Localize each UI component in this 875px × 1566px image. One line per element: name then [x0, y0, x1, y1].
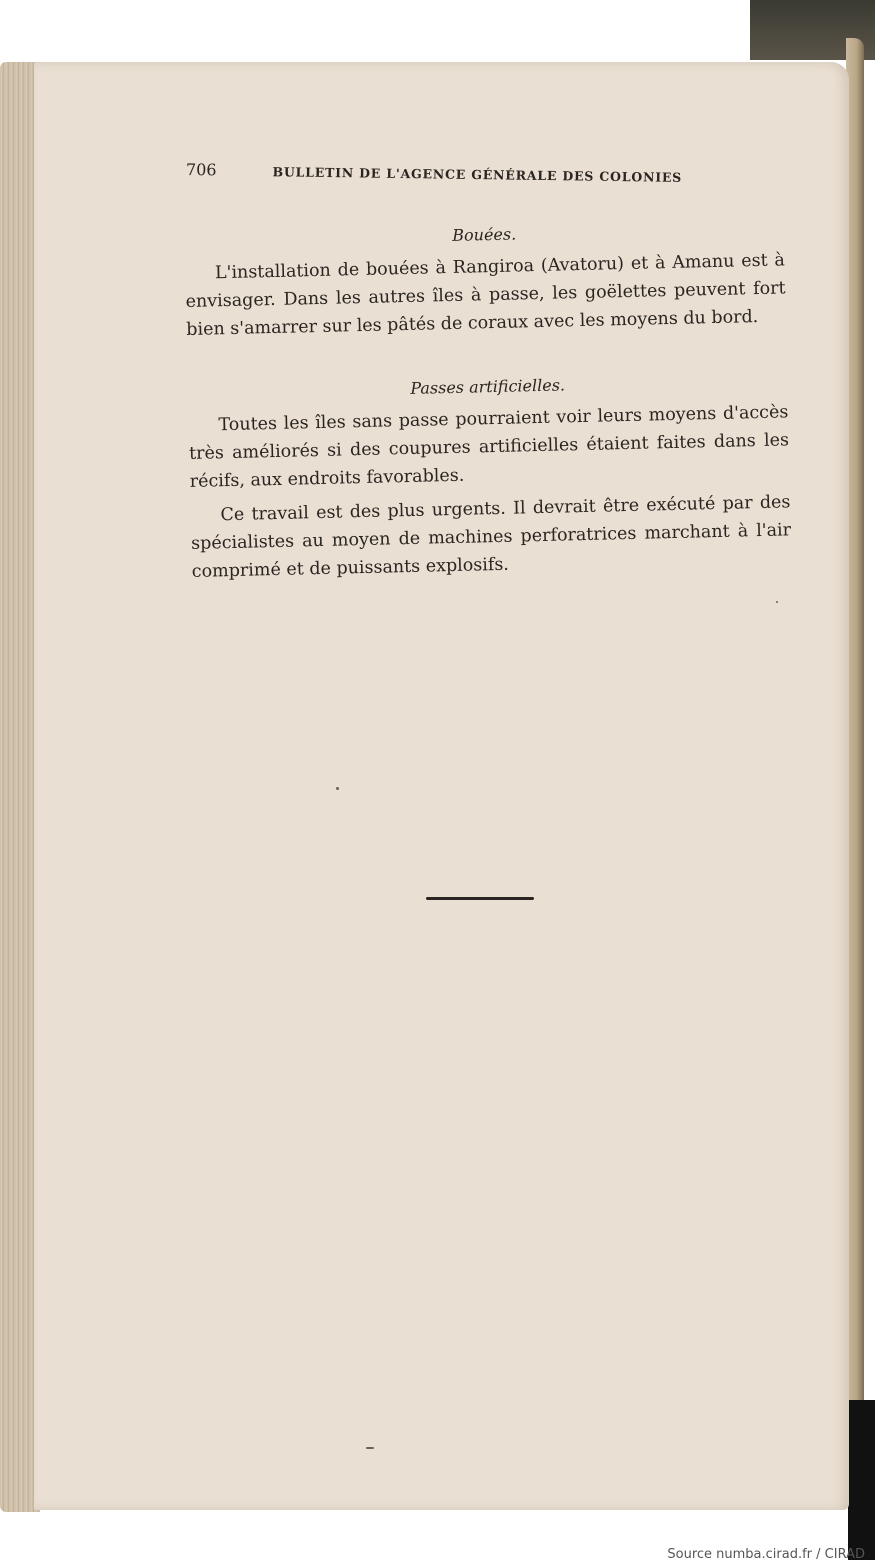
end-rule — [426, 897, 534, 900]
paragraph-bouees: L'installation de bouées à Rangiroa (Avatoru) et à Amanu est à envisager. Dans les autres îles à passe, les goëlettes peuvent fort bien s'amarrer sur les pâtés de coraux avec les moyens du bord. — [185, 250, 786, 340]
source-credit: Source numba.cirad.fr / CIRAD — [667, 1547, 865, 1562]
paper-speck — [366, 1447, 374, 1449]
paper-speck — [336, 787, 339, 790]
page-content — [184, 214, 792, 586]
paper-speck — [776, 601, 778, 603]
paragraph-passes-2: Ce travail est des plus urgents. Il devrait être exécuté par des spécialistes au moyen de machines perforatrices marchant à l'air comprimé et de puissants explosifs. — [190, 492, 792, 582]
running-head-title: BULLETIN DE L'AGENCE GÉNÉRALE DES COLONIES — [272, 164, 683, 185]
paragraph-passes-1: Toutes les îles sans passe pourraient voir leurs moyens d'accès très améliorés si des coupures artificielles étaient faites dans les récifs, aux endroits favorables. — [188, 402, 790, 492]
bookmark-ribbon — [848, 1400, 875, 1560]
section-heading-passes: Passes artificielles. — [410, 375, 566, 398]
section-heading-bouees: Bouées. — [452, 224, 517, 245]
page-number: 706 — [185, 160, 217, 180]
